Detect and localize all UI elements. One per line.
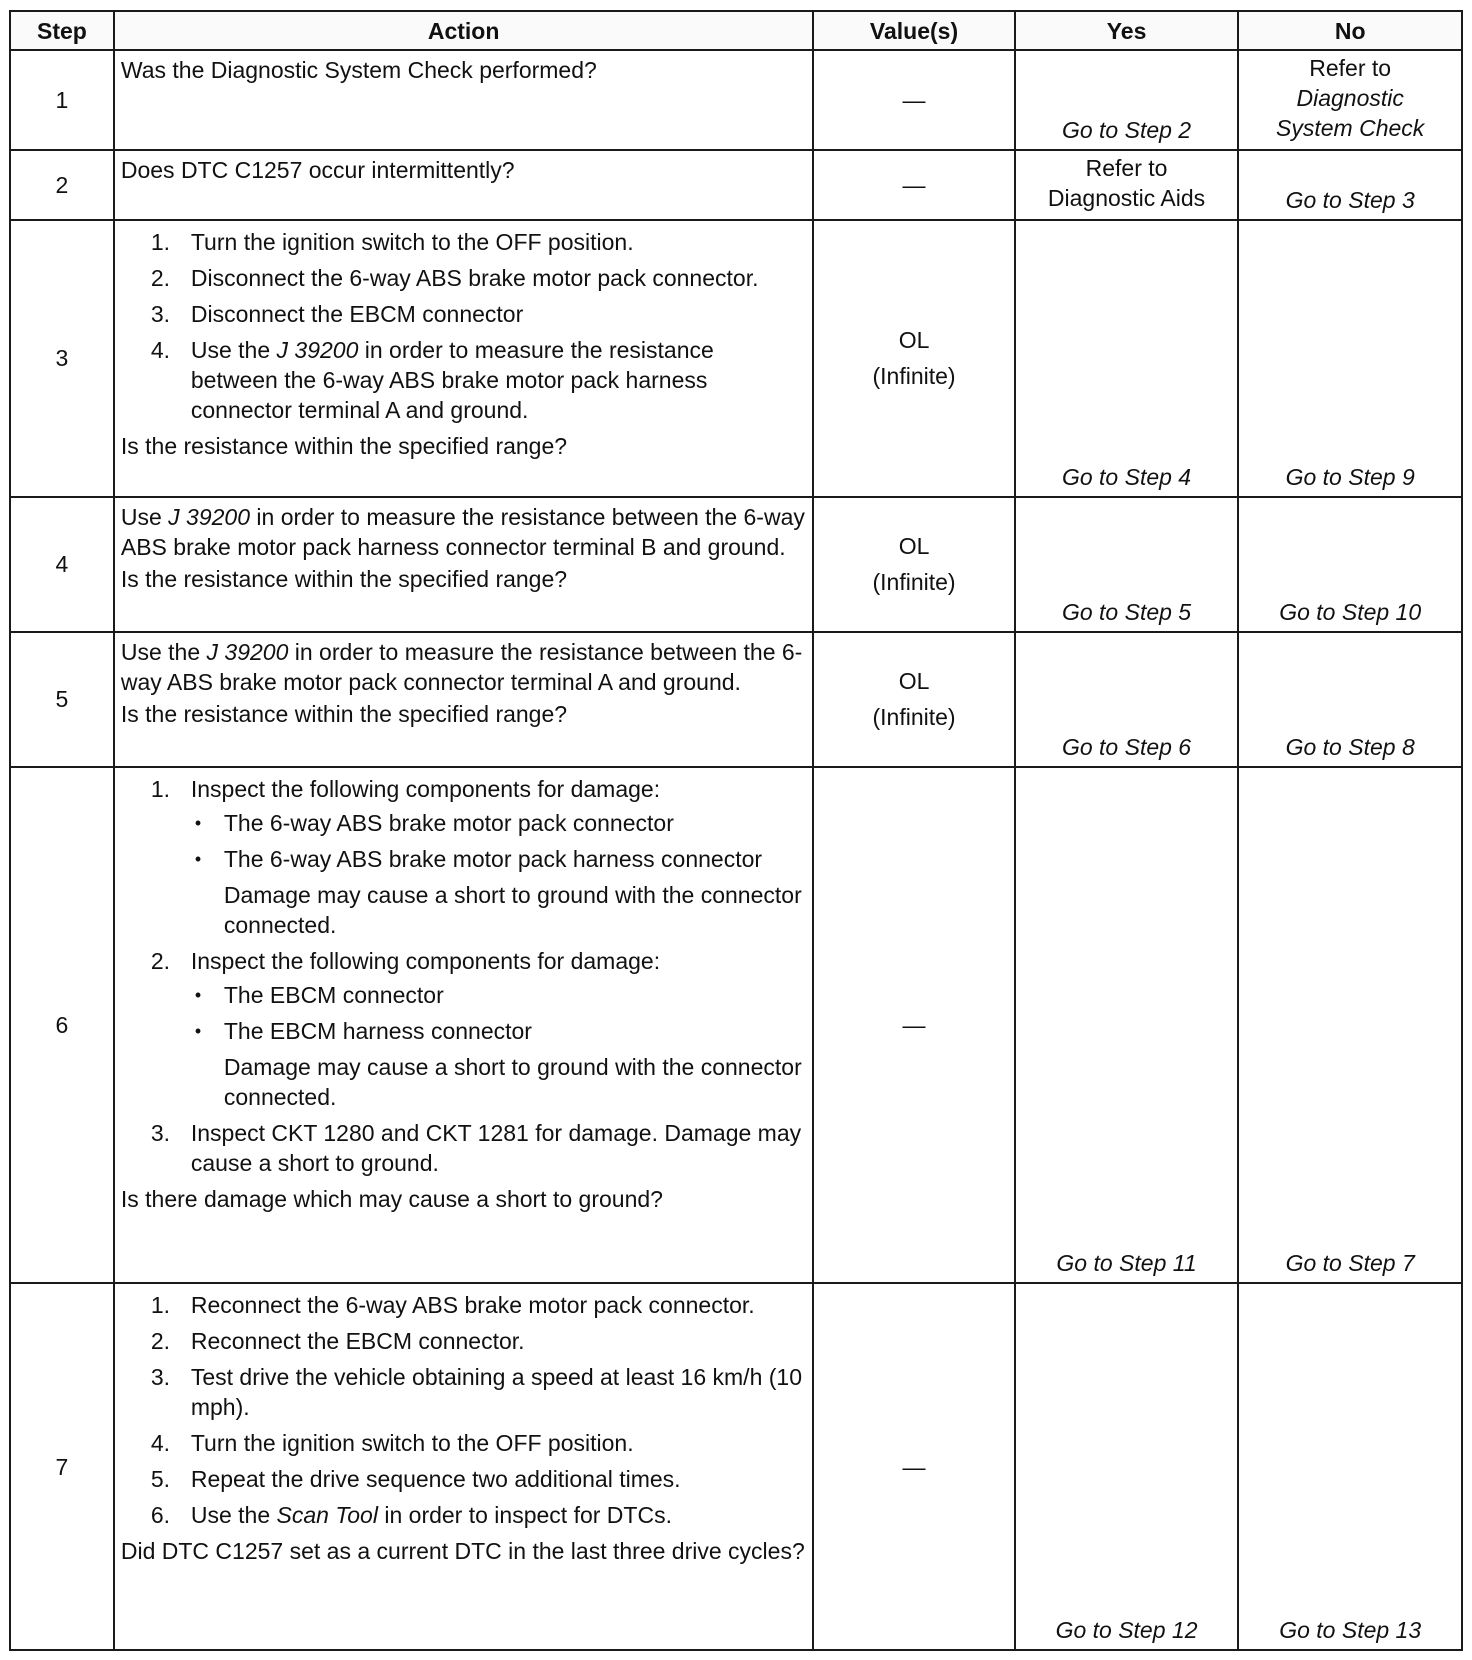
table-row (10, 632, 1462, 767)
value-line: OL (898, 668, 930, 695)
question: Does DTC C1257 occur intermittently? (120, 157, 515, 184)
value-cell: — (813, 50, 1014, 150)
step-number: 4 (10, 497, 114, 632)
yes-action: Go to Step 4 (1015, 220, 1239, 497)
action-cell (114, 150, 814, 220)
bullet-item: • The EBCM connector (191, 980, 807, 1010)
question: Is there damage which may cause a short to ground? (120, 1185, 663, 1212)
yes-line: Refer to (1085, 155, 1168, 182)
value-cell (813, 220, 1014, 497)
list-item: 2. Reconnect the EBCM connector. (150, 1328, 525, 1355)
action-cell (114, 220, 814, 497)
value-line: OL (898, 327, 930, 354)
list-item: 6. Use the Scan Tool in order to inspect for DTCs. (150, 1502, 672, 1529)
action-cell (114, 1283, 814, 1650)
header-no: No (1238, 11, 1462, 50)
no-action: Go to Step 9 (1238, 220, 1462, 497)
question: Is the resistance within the specified range? (120, 565, 568, 592)
yes-action: Go to Step 11 (1015, 767, 1239, 1283)
list-item: 3. Inspect CKT 1280 and CKT 1281 for damage. Damage may cause a short to ground. (150, 1119, 802, 1176)
list-item: 3. Disconnect the EBCM connector (150, 301, 524, 328)
bullet-list (191, 980, 807, 1046)
step-number: 1 (10, 50, 114, 150)
list-item: 2. Inspect the following components for damage: • The EBCM connector • The EBCM harness connector Damage may cause a short to ground with the connector connected. (121, 946, 807, 1112)
tool-name: J 39200 (206, 638, 289, 665)
action-cell (114, 497, 814, 632)
step-number: 6 (10, 767, 114, 1283)
header-row (10, 11, 1462, 50)
list-item: 1. Reconnect the 6-way ABS brake motor pack connector. (150, 1292, 755, 1319)
table-row (10, 767, 1462, 1283)
tool-name: J 39200 (276, 337, 359, 364)
action-text: Use J 39200 in order to measure the resistance between the 6-way ABS brake motor pack harness connector terminal B and ground. (120, 503, 805, 560)
tool-name: J 39200 (168, 503, 251, 530)
bullet-item: • The EBCM harness connector (191, 1016, 807, 1046)
yes-action: Go to Step 6 (1015, 632, 1239, 767)
list-item: 3. Test drive the vehicle obtaining a speed at least 16 km/h (10 mph). (150, 1364, 802, 1421)
value-cell (813, 497, 1014, 632)
yes-action: Go to Step 12 (1015, 1283, 1239, 1650)
no-action: Go to Step 10 (1238, 497, 1462, 632)
list-item: 2. Disconnect the 6-way ABS brake motor pack connector. (150, 265, 759, 292)
yes-action: Go to Step 2 (1015, 50, 1239, 150)
table-row (10, 50, 1462, 150)
step-number: 3 (10, 220, 114, 497)
question: Is the resistance within the specified range? (120, 433, 568, 460)
diagnostic-table (9, 10, 1463, 1651)
list-item: 1. Turn the ignition switch to the OFF position. (150, 229, 634, 256)
list-item: 4. Turn the ignition switch to the OFF position. (150, 1430, 634, 1457)
no-action: Go to Step 8 (1238, 632, 1462, 767)
question: Was the Diagnostic System Check performed? (120, 57, 597, 83)
value-line: (Infinite) (872, 363, 956, 390)
list-item: 4. Use the J 39200 in order to measure the resistance between the 6-way ABS brake motor pack harness connector terminal A and ground. (150, 337, 714, 424)
yes-action: Go to Step 5 (1015, 497, 1239, 632)
header-yes: Yes (1015, 11, 1239, 50)
no-action: Go to Step 3 (1238, 150, 1462, 220)
table-row (10, 150, 1462, 220)
value-cell: — (813, 767, 1014, 1283)
bullet-item: • The 6-way ABS brake motor pack connector (191, 808, 807, 838)
bullet-item: • The 6-way ABS brake motor pack harness connector (191, 844, 807, 874)
header-step: Step (10, 11, 114, 50)
value-cell (813, 632, 1014, 767)
action-cell (114, 767, 814, 1283)
no-action: Go to Step 13 (1238, 1283, 1462, 1650)
value-cell: — (813, 150, 1014, 220)
bullet-list (191, 808, 807, 874)
no-line: System Check (1276, 115, 1425, 141)
yes-action (1015, 150, 1239, 220)
value-line: (Infinite) (872, 569, 956, 596)
list-item: 5. Repeat the drive sequence two additional times. (150, 1466, 681, 1493)
note: Damage may cause a short to ground with the connector connected. (223, 881, 802, 938)
action-list (121, 774, 807, 1178)
table-row (10, 1283, 1462, 1650)
tool-name: Scan Tool (276, 1502, 378, 1529)
no-action: Go to Step 7 (1238, 767, 1462, 1283)
value-line: (Infinite) (872, 704, 956, 731)
question: Is the resistance within the specified range? (120, 700, 568, 727)
header-values: Value(s) (813, 11, 1014, 50)
step-number: 2 (10, 150, 114, 220)
table-row (10, 497, 1462, 632)
list-item: 1. Inspect the following components for damage: • The 6-way ABS brake motor pack connector • The 6-way ABS brake motor pack harness connector Damage may cause a short to ground with the connector connected. (121, 774, 807, 940)
action-cell (114, 632, 814, 767)
no-action (1238, 50, 1462, 150)
yes-line: Diagnostic Aids (1047, 185, 1206, 212)
step-number: 5 (10, 632, 114, 767)
value-line: OL (898, 533, 930, 560)
action-text: Use the J 39200 in order to measure the resistance between the 6-way ABS brake motor pack connector terminal A and ground. (120, 638, 803, 695)
question: Did DTC C1257 set as a current DTC in the last three drive cycles? (120, 1538, 805, 1565)
table-row (10, 220, 1462, 497)
step-number: 7 (10, 1283, 114, 1650)
action-list (121, 1290, 807, 1530)
note: Damage may cause a short to ground with the connector connected. (223, 1053, 802, 1110)
value-cell: — (813, 1283, 1014, 1650)
action-list (121, 227, 807, 425)
action-cell (114, 50, 814, 150)
no-line: Diagnostic (1296, 85, 1404, 111)
no-line: Refer to (1309, 55, 1392, 81)
header-action: Action (114, 11, 814, 50)
